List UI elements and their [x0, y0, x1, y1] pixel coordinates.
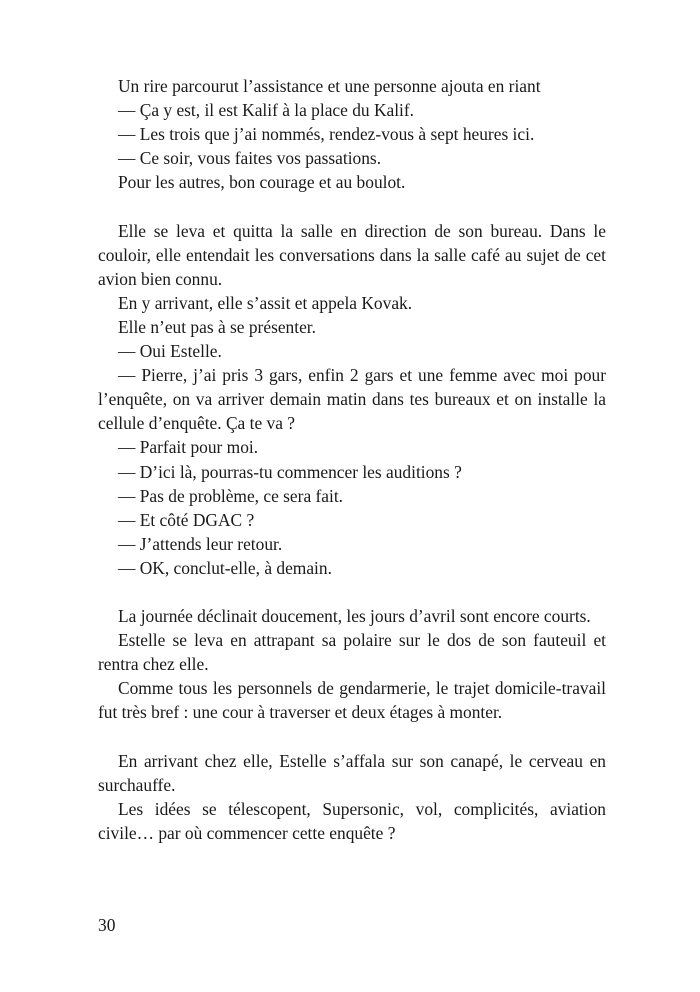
- dialogue-line: — Ça y est, il est Kalif à la place du Kalif.: [118, 100, 415, 121]
- dialogue-line: — Et côté DGAC ?: [118, 509, 255, 530]
- paragraph: Elle n’eut pas à se présenter.: [118, 316, 316, 337]
- blank-line: [98, 194, 606, 218]
- paragraph: Estelle se leva en attrapant sa polaire sur le dos de son fauteuil et rentra chez elle.: [98, 630, 606, 675]
- dialogue-line: — Pierre, j’ai pris 3 gars, enfin 2 gars et une femme avec moi pour l’enquête, on va arriver demain matin dans tes bureaux et on installe la cellule d’enquête. Ça te va ?: [98, 365, 606, 434]
- dialogue-line: — J’attends leur retour.: [118, 533, 283, 554]
- dialogue-line: — Oui Estelle.: [118, 341, 222, 362]
- paragraph: Pour les autres, bon courage et au boulot.: [118, 172, 406, 193]
- blank-line: [98, 725, 606, 749]
- paragraph: La journée déclinait doucement, les jours d’avril sont encore courts.: [118, 606, 591, 627]
- page-number: 30: [98, 915, 116, 935]
- dialogue-line: — D’ici là, pourras-tu commencer les auditions ?: [118, 461, 462, 482]
- paragraph: En arrivant chez elle, Estelle s’affala sur son canapé, le cerveau en surchauffe.: [98, 750, 606, 795]
- blank-line: [98, 580, 606, 604]
- paragraph: Elle se leva et quitta la salle en direction de son bureau. Dans le couloir, elle entendait les conversations dans la salle café au sujet de cet avion bien connu.: [98, 220, 606, 289]
- dialogue-line: — Pas de problème, ce sera fait.: [118, 485, 344, 506]
- dialogue-line: — Ce soir, vous faites vos passations.: [118, 148, 382, 169]
- paragraph: Les idées se télescopent, Supersonic, vol, complicités, aviation civile… par où commencer cette enquête ?: [98, 798, 606, 843]
- dialogue-line: — Parfait pour moi.: [118, 437, 259, 458]
- paragraph: En y arrivant, elle s’assit et appela Kovak.: [118, 292, 413, 313]
- dialogue-line: — OK, conclut-elle, à demain.: [118, 557, 332, 578]
- page-body: [98, 74, 606, 845]
- dialogue-line: — Les trois que j’ai nommés, rendez-vous à sept heures ici.: [118, 124, 535, 145]
- paragraph: Comme tous les personnels de gendarmerie, le trajet domicile-travail fut très bref : une cour à traverser et deux étages à monter.: [98, 678, 606, 723]
- paragraph: Un rire parcourut l’assistance et une personne ajouta en riant: [118, 76, 541, 96]
